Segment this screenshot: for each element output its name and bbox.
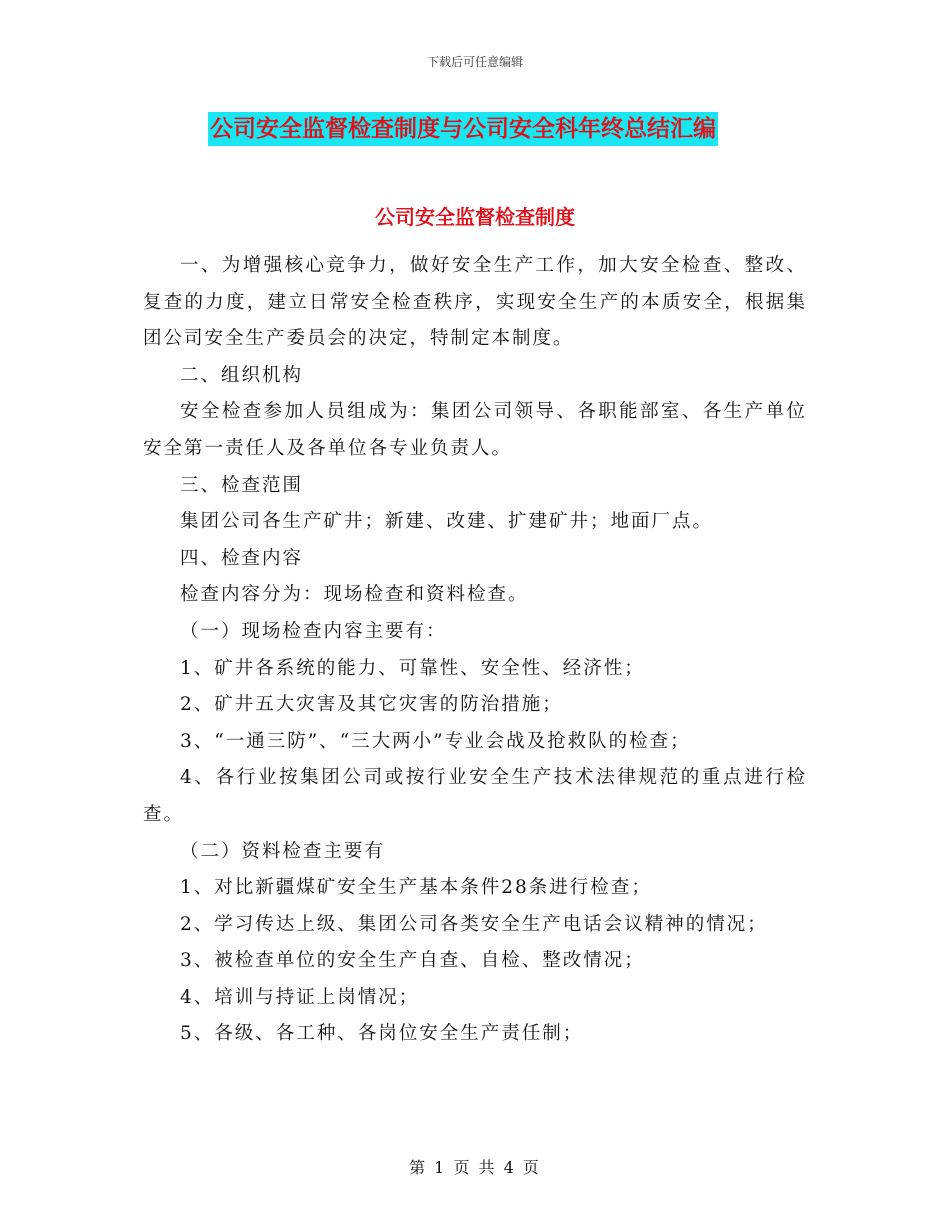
page-number: 第 1 页 共 4 页	[409, 1158, 541, 1177]
paragraph: （一）现场检查内容主要有：	[180, 620, 447, 642]
list-item: 1、对比新疆煤矿安全生产基本条件28条进行检查；	[180, 877, 652, 899]
paragraph: 集团公司各生产矿井；新建、改建、扩建矿井；地面厂点。	[180, 511, 714, 533]
section-title: 公司安全监督检查制度	[375, 205, 575, 229]
list-item: 5、各级、各工种、各岗位安全生产责任制；	[180, 1023, 584, 1045]
list-item: 3、被检查单位的安全生产自查、自检、整改情况；	[180, 950, 645, 972]
document-title: 公司安全监督检查制度与公司安全科年终总结汇编	[208, 112, 718, 146]
header-note: 下载后可任意编辑	[426, 55, 523, 69]
paragraph: 四、检查内容	[180, 547, 304, 569]
paragraph: 二、组织机构	[180, 364, 304, 386]
paragraph: 一、为增强核心竞争力，做好安全生产工作，加大安全检查、整改、复查的力度，建立日常安全检查秩序，实现安全生产的本质安全，根据集团公司安全生产委员会的决定，特制定本制度。	[143, 255, 807, 350]
paragraph: （二）资料检查主要有	[180, 840, 386, 862]
list-item: 2、学习传达上级、集团公司各类安全生产电话会议精神的情况；	[180, 913, 768, 935]
paragraph: 三、检查范围	[180, 474, 304, 496]
paragraph: 检查内容分为：现场检查和资料检查。	[180, 584, 529, 606]
list-item: 4、培训与持证上岗情况；	[180, 986, 420, 1008]
document-body	[143, 248, 807, 1053]
list-item: 2、矿井五大灾害及其它灾害的防治措施；	[180, 694, 563, 716]
list-item: 3、“一通三防”、“三大两小”专业会战及抢救队的检查；	[180, 730, 691, 752]
paragraph: 安全检查参加人员组成为：集团公司领导、各职能部室、各生产单位安全第一责任人及各单位各专业负责人。	[143, 401, 807, 459]
list-item: 1、矿井各系统的能力、可靠性、安全性、经济性；	[180, 657, 645, 679]
list-item: 4、各行业按集团公司或按行业安全生产技术法律规范的重点进行检查。	[143, 767, 807, 825]
